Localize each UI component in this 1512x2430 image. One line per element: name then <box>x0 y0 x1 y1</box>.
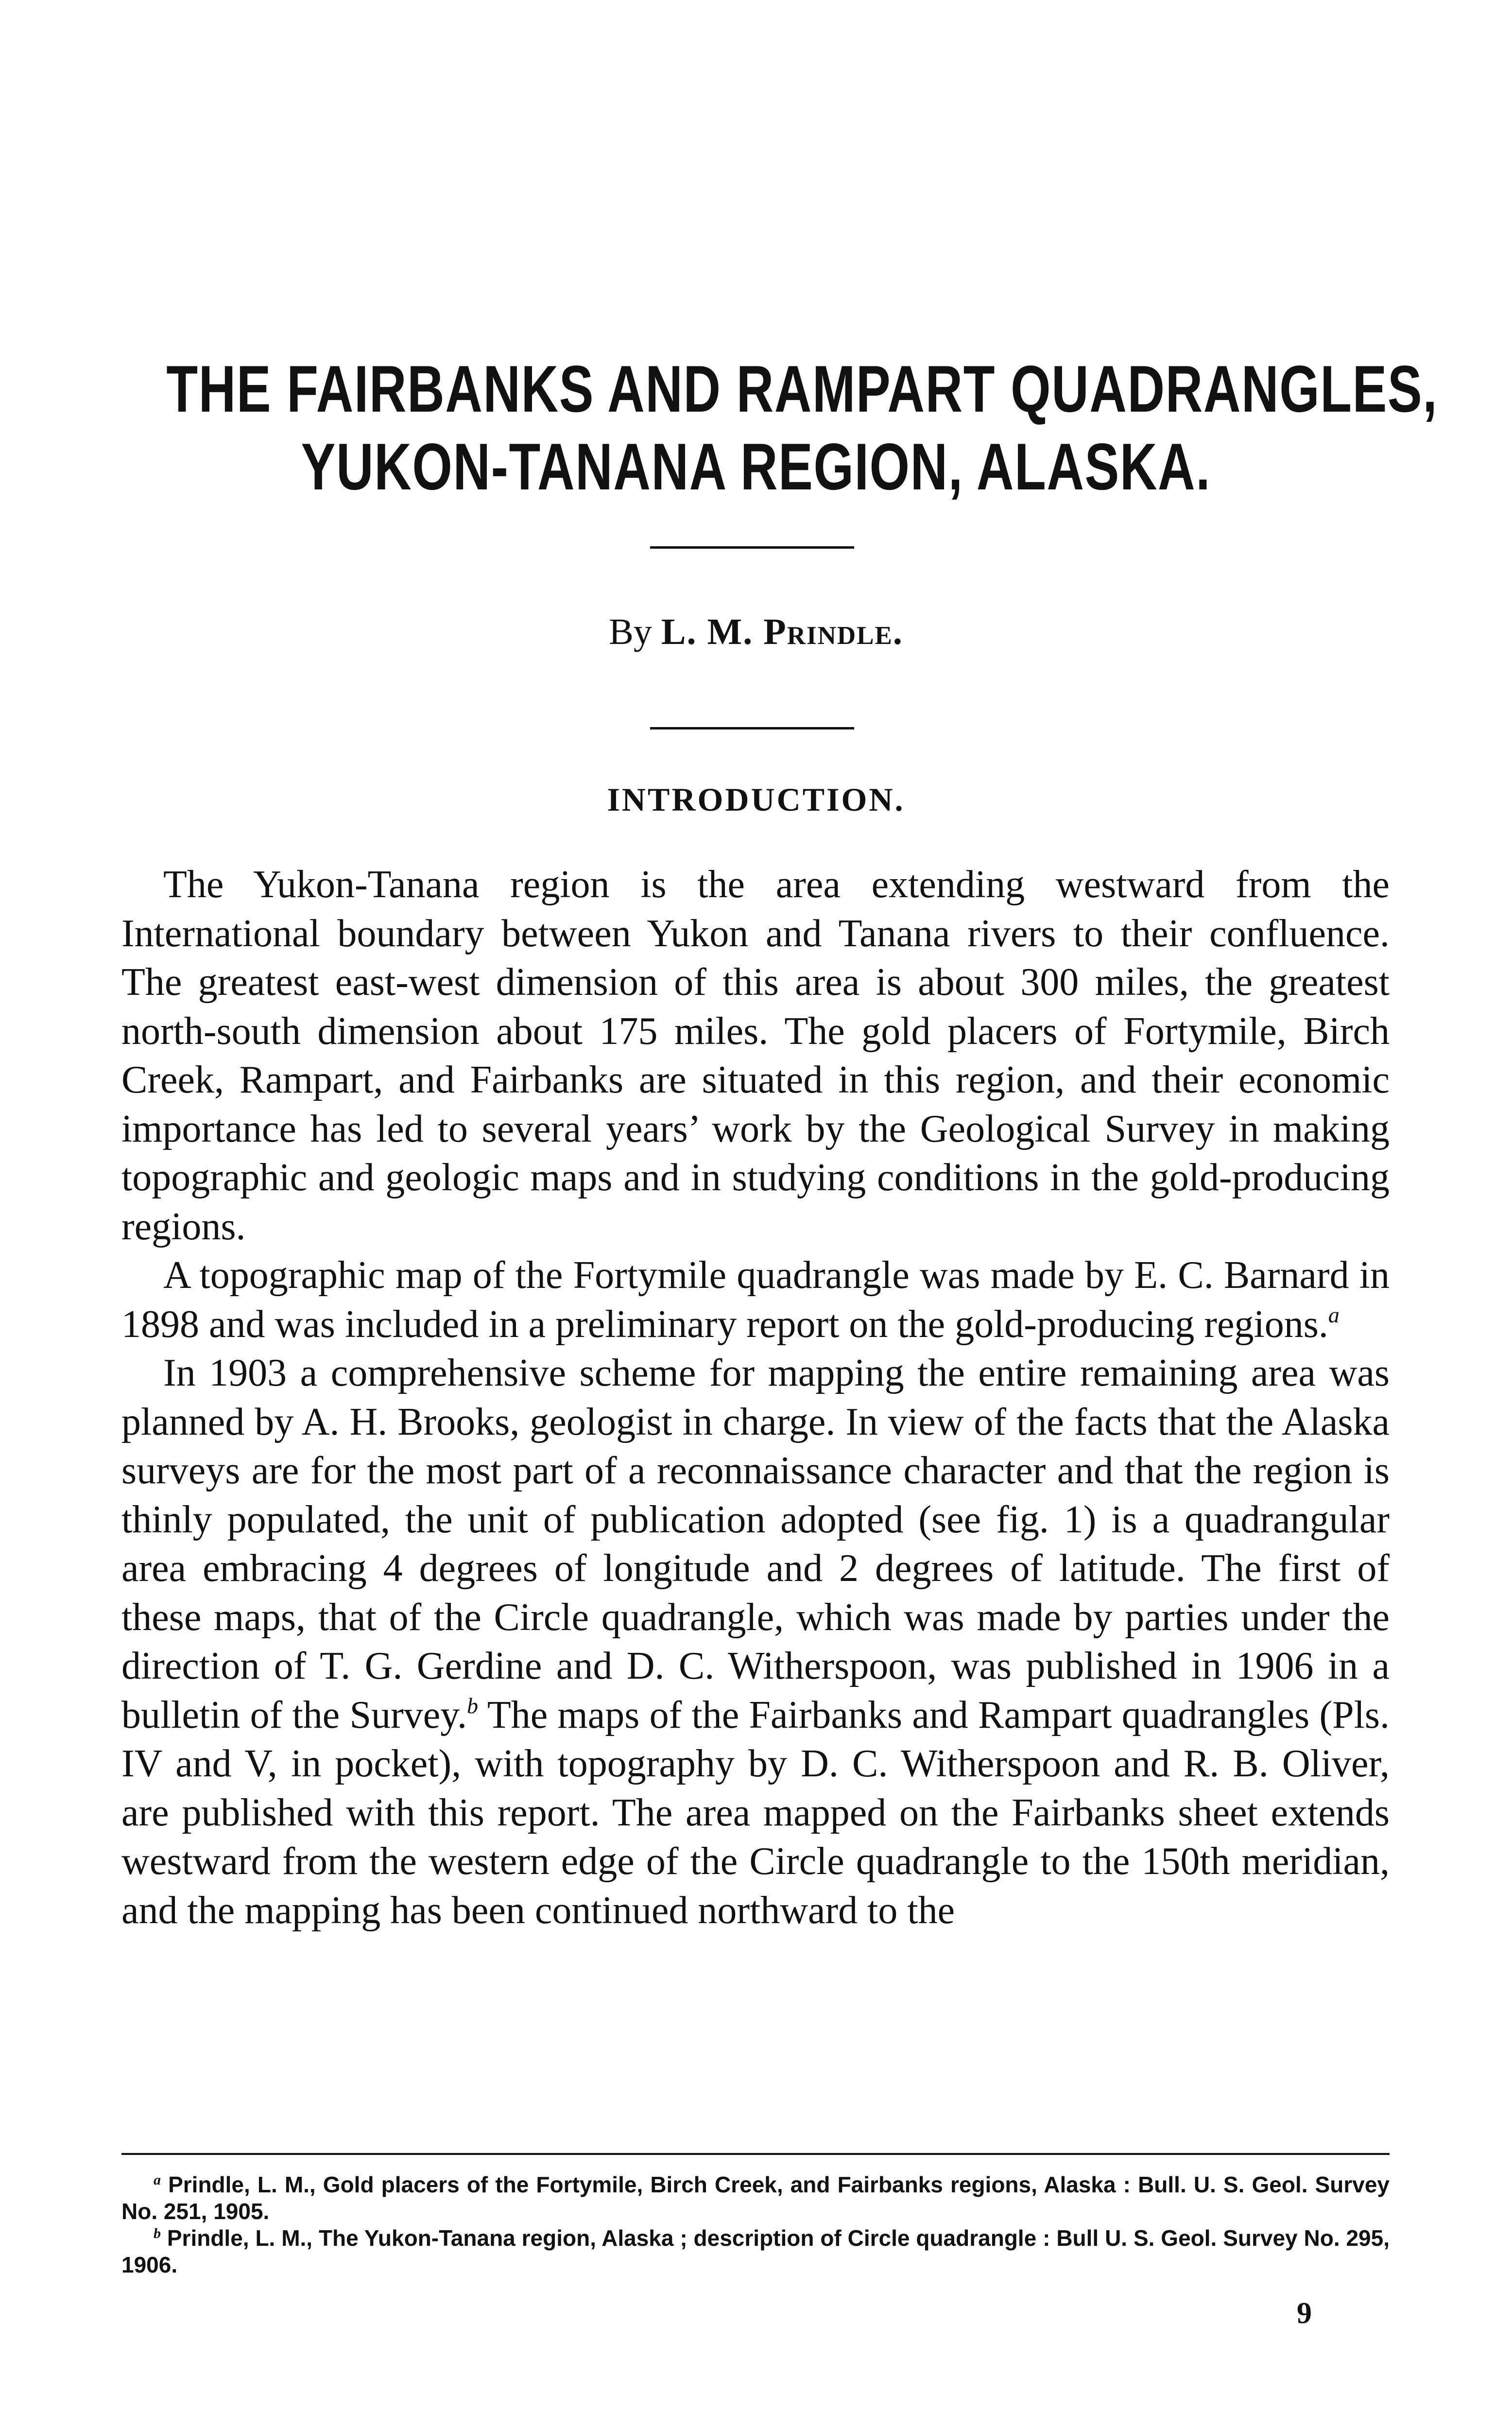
section-heading: INTRODUCTION. <box>607 781 905 818</box>
paragraph-2-text: A topographic map of the Fortymile quadrangle was made by E. C. Barnard in 1898 and was included in a preliminary report on the gold-producing regions. <box>121 1254 1390 1346</box>
footnote-b <box>121 2225 1390 2278</box>
footnote-mark-a: a <box>154 2172 161 2188</box>
paragraph-3-text-b: The maps of the Fairbanks and Rampart quadrangles (Pls. IV and V, in pocket), with topography by D. C. Witherspoon and R. B. Oliver, are published with this report. The area mapped on the Fairbanks sheet extends westward from the western edge of the Circle quadrangle to the 150th meridian, and the mapping has been continued northward to the <box>121 1693 1390 1932</box>
title-divider <box>650 546 854 549</box>
footnote-divider <box>121 2153 1390 2155</box>
footnote-ref-a[interactable]: a <box>1328 1302 1340 1327</box>
title-line-1: THE FAIRBANKS AND RAMPART QUADRANGLES, <box>166 352 1438 426</box>
footnote-a-text: Prindle, L. M., Gold placers of the Fortymile, Birch Creek, and Fairbanks regions, Alaska : Bull. U. S. Geol. Survey No. 251, 1905. <box>121 2172 1390 2224</box>
page-number: 9 <box>1297 2297 1312 2330</box>
author-name: L. M. Prindle. <box>661 611 903 652</box>
paragraph-1: The Yukon-Tanana region is the area extending westward from the International boundary between Yukon and Tanana rivers to their confluence. The greatest east-west dimension of this area is about 300 miles, the greatest north-south dimension about 175 miles. The gold placers of Fortymile, Birch Creek, Rampart, and Fairbanks are situated in this region, and their economic importance has led to several years’ work by the Geological Survey in making topographic and geologic maps and in studying conditions in the gold-producing regions. <box>121 863 1390 1248</box>
footnote-mark-b: b <box>154 2225 161 2241</box>
footnotes <box>121 2171 1390 2278</box>
paragraph-3 <box>121 1349 1390 1935</box>
footnote-b-text: Prindle, L. M., The Yukon-Tanana region, Alaska ; description of Circle quadrangle : Bull U. S. Geol. Survey No. 295, 1906. <box>121 2225 1390 2277</box>
title-line-2: YUKON-TANANA REGION, ALASKA. <box>301 430 1211 503</box>
footnote-ref-b[interactable]: b <box>467 1693 479 1718</box>
byline <box>0 608 1512 656</box>
body-text <box>121 860 1390 1935</box>
page-title <box>166 350 1438 505</box>
paragraph-3-text-a: In 1903 a comprehensive scheme for mapping the entire remaining area was planned by A. H. Brooks, geologist in charge. In view of the facts that the Alaska surveys are for the most part of a reconnaissance character and that the region is thinly populated, the unit of publication adopted (see fig. 1) is a quadrangular area embracing 4 degrees of longitude and 2 degrees of latitude. The first of these maps, that of the Circle quadrangle, which was made by parties under the direction of T. G. Gerdine and D. C. Witherspoon, was published in 1906 in a bulletin of the Survey. <box>121 1352 1390 1736</box>
byline-divider <box>650 727 854 729</box>
byline-prefix: By <box>609 611 661 652</box>
footnote-a <box>121 2171 1390 2225</box>
paragraph-2 <box>121 1251 1390 1349</box>
